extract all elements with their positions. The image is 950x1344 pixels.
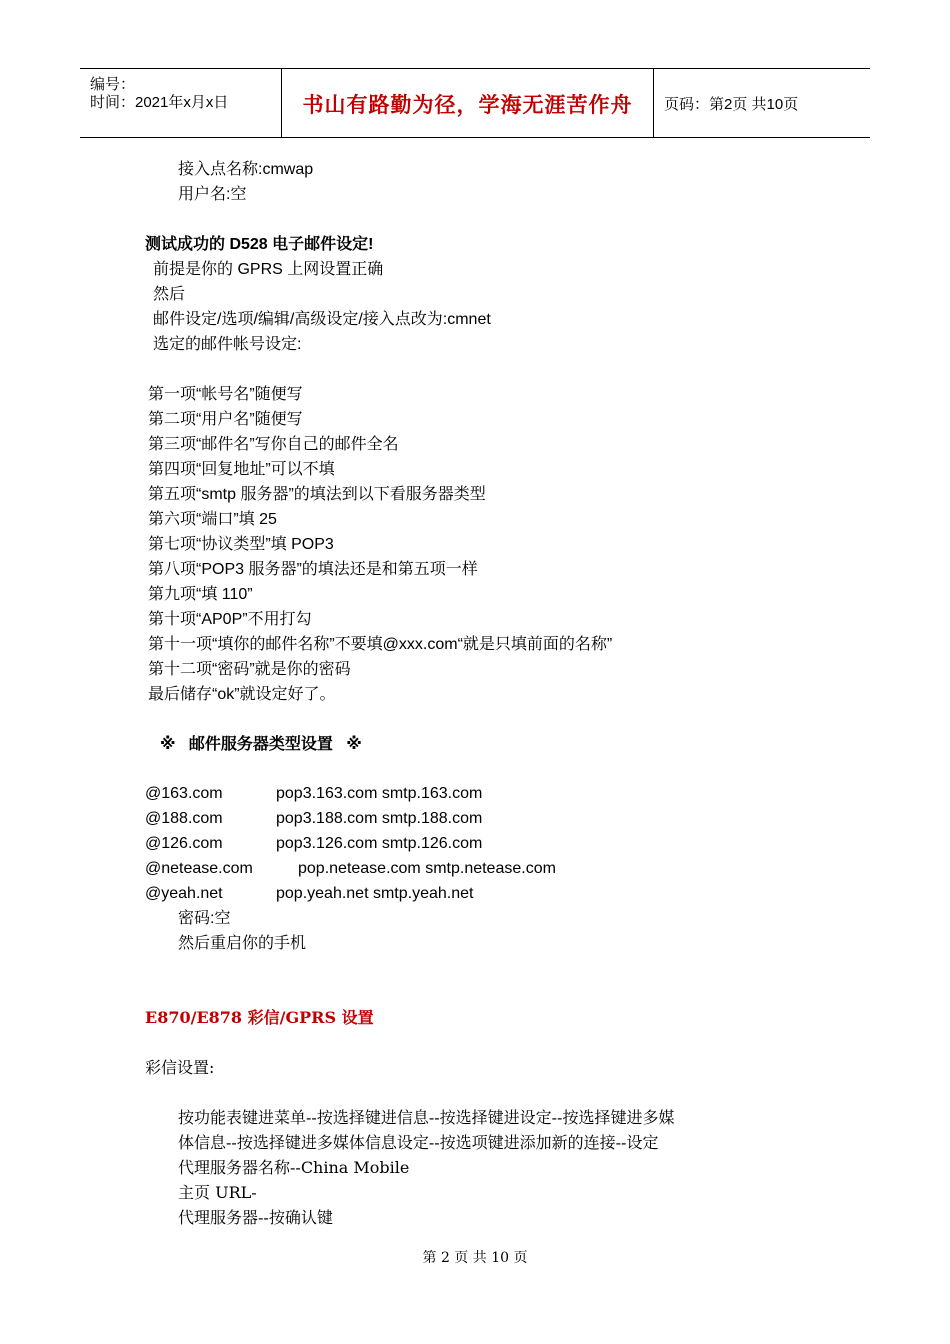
email-intro-line: 然后 xyxy=(153,286,186,303)
header-meta-cell xyxy=(80,69,282,137)
setting-item: 第二项“用户名”随便写 xyxy=(148,411,303,428)
server-domain: @netease.com xyxy=(145,860,253,877)
page-footer: 第 2 页 共 10 页 xyxy=(422,1250,528,1266)
password-line: 密码:空 xyxy=(178,910,231,927)
server-domain: @126.com xyxy=(145,835,223,852)
email-intro-line: 选定的邮件帐号设定: xyxy=(153,336,302,353)
header-page-cell xyxy=(654,69,870,137)
mms-step: 代理服务器--按确认键 xyxy=(178,1208,333,1227)
restart-line: 然后重启你的手机 xyxy=(178,935,307,952)
server-domain: @yeah.net xyxy=(145,885,223,902)
date-label: 时间：2021年x月x日 xyxy=(90,94,229,111)
setting-item: 第三项“邮件名”写你自己的邮件全名 xyxy=(148,436,399,453)
setting-item: 第九项“填 110” xyxy=(148,586,253,603)
header-motto-cell xyxy=(282,69,654,137)
setting-item: 第十二项“密码”就是你的密码 xyxy=(148,661,351,678)
setting-item: 最后储存“ok”就设定好了。 xyxy=(148,686,336,703)
email-section-title: 测试成功的 D528 电子邮件设定! xyxy=(145,236,374,253)
server-hosts: pop.yeah.net smtp.yeah.net xyxy=(276,885,474,902)
setting-item: 第八项“POP3 服务器”的填法还是和第五项一样 xyxy=(148,561,478,578)
server-hosts: pop3.188.com smtp.188.com xyxy=(276,810,483,827)
setting-item: 第四项“回复地址”可以不填 xyxy=(148,461,335,478)
number-label: 编号： xyxy=(90,76,136,93)
setting-item: 第十项“AP0P”不用打勾 xyxy=(148,611,312,628)
motto: 书山有路勤为径，学海无涯苦作舟 xyxy=(302,92,633,117)
setting-item: 第一项“帐号名”随便写 xyxy=(148,386,303,403)
mms-label: 彩信设置: xyxy=(145,1058,215,1077)
server-domain: @188.com xyxy=(145,810,223,827)
mms-step: 主页 URL- xyxy=(178,1183,257,1202)
server-type-heading: ※ 邮件服务器类型设置 ※ xyxy=(160,736,362,753)
setting-item: 第六项“端口”填 25 xyxy=(148,511,277,528)
apn-name: 接入点名称:cmwap xyxy=(178,161,314,178)
mms-step: 体信息--按选择键进多媒体信息设定--按选项键进添加新的连接--设定 xyxy=(178,1133,659,1152)
page-header xyxy=(80,68,870,138)
username: 用户名:空 xyxy=(178,186,247,203)
setting-item: 第五项“smtp 服务器”的填法到以下看服务器类型 xyxy=(148,486,486,503)
setting-item: 第十一项“填你的邮件名称”不要填@xxx.com“就是只填前面的名称” xyxy=(148,636,613,653)
server-hosts: pop3.163.com smtp.163.com xyxy=(276,785,483,802)
mms-step: 代理服务器名称--China Mobile xyxy=(178,1158,410,1177)
server-hosts: pop3.126.com smtp.126.com xyxy=(276,835,483,852)
mms-step: 按功能表键进菜单--按选择键进信息--按选择键进设定--按选择键进多媒 xyxy=(178,1108,675,1127)
setting-item: 第七项“协议类型”填 POP3 xyxy=(148,536,334,553)
server-domain: @163.com xyxy=(145,785,223,802)
mms-section-title: E870/E878 彩信/GPRS 设置 xyxy=(145,1008,374,1027)
email-intro-line: 前提是你的 GPRS 上网设置正确 xyxy=(153,261,384,278)
page-label: 页码：第2页 共10页 xyxy=(664,96,799,113)
server-hosts: pop.netease.com smtp.netease.com xyxy=(298,860,556,877)
email-intro-line: 邮件设定/选项/编辑/高级设定/接入点改为:cmnet xyxy=(153,311,491,328)
